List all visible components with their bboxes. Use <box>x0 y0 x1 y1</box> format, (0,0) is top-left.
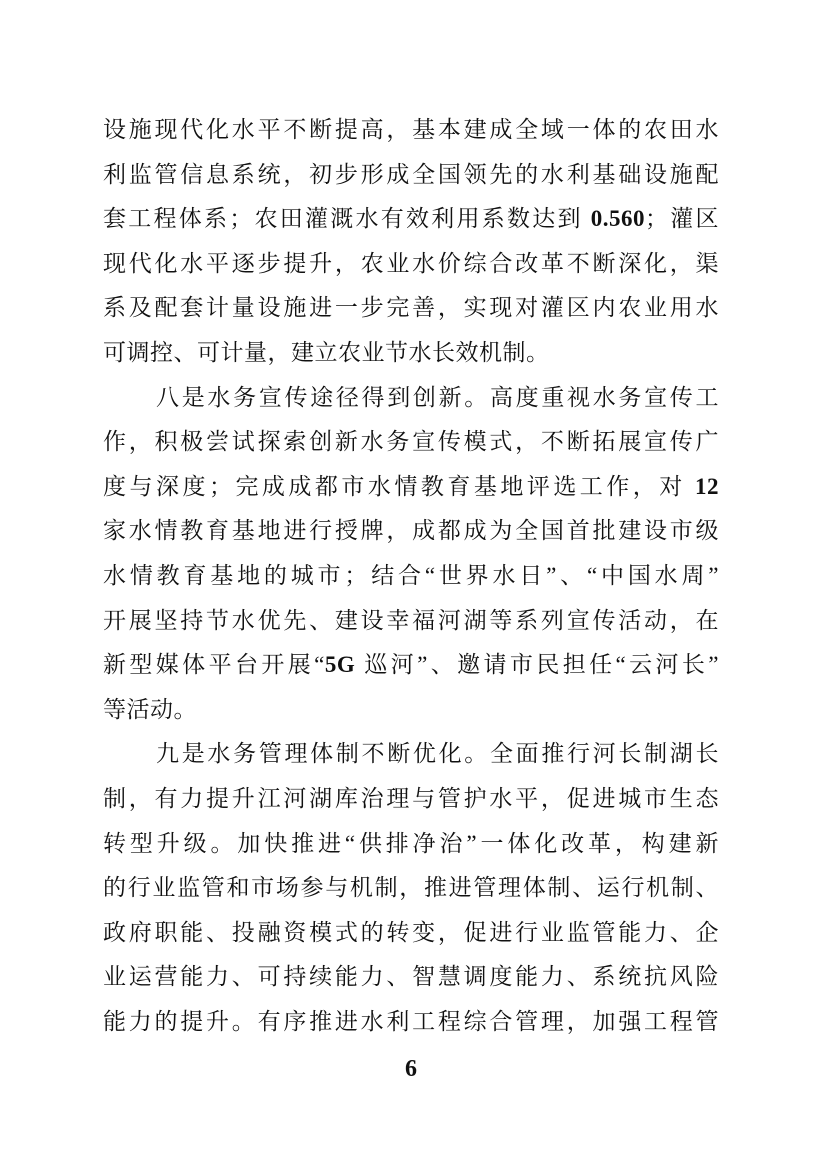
text-line: 能力的提升。有序推进水利工程综合管理，加强工程管 <box>103 1008 719 1034</box>
text-block <box>103 108 719 1044</box>
text-line: 度与深度；完成成都市水情教育基地评选工作，对 12 <box>103 473 719 499</box>
paragraph-item-nine <box>103 732 719 1044</box>
text-line: 可调控、可计量，建立农业节水长效机制。 <box>103 339 550 365</box>
text-line: 制，有力提升江河湖库治理与管护水平，促进城市生态 <box>103 785 719 811</box>
page-number: 6 <box>405 1056 417 1082</box>
text-line: 设施现代化水平不断提高，基本建成全域一体的农田水 <box>103 117 719 142</box>
paragraph-continuation <box>103 108 719 376</box>
text-line: 现代化水平逐步提升，农业水价综合改革不断深化，渠 <box>103 250 719 276</box>
text-line: 政府职能、投融资模式的转变，促进行业监管能力、企 <box>103 919 719 945</box>
text-line: 转型升级。加快推进“供排净治”一体化改革，构建新 <box>103 830 719 856</box>
paragraph-item-eight <box>103 376 719 733</box>
text-line: 八是水务宣传途径得到创新。高度重视水务宣传工 <box>156 384 719 410</box>
text-line: 业运营能力、可持续能力、智慧调度能力、系统抗风险 <box>103 964 719 990</box>
text-line: 的行业监管和市场参与机制，推进管理体制、运行机制、 <box>103 875 719 901</box>
text-line: 水情教育基地的城市；结合“世界水日”、“中国水周” <box>103 562 719 588</box>
text-line: 系及配套计量设施进一步完善，实现对灌区内农业用水 <box>103 295 719 321</box>
text-line: 新型媒体平台开展“5G 巡河”、邀请市民担任“云河长” <box>103 652 719 678</box>
text-line: 作，积极尝试探索创新水务宣传模式，不断拓展宣传广 <box>103 429 719 455</box>
text-line: 家水情教育基地进行授牌，成都成为全国首批建设市级 <box>103 518 719 544</box>
text-line: 套工程体系；农田灌溉水有效利用系数达到 0.560；灌区 <box>103 206 719 232</box>
text-line: 等活动。 <box>103 696 197 722</box>
text-line: 利监管信息系统，初步形成全国领先的水利基础设施配 <box>103 161 719 187</box>
text-line: 开展坚持节水优先、建设幸福河湖等系列宣传活动，在 <box>103 607 719 633</box>
text-line: 九是水务管理体制不断优化。全面推行河长制湖长 <box>156 741 719 767</box>
